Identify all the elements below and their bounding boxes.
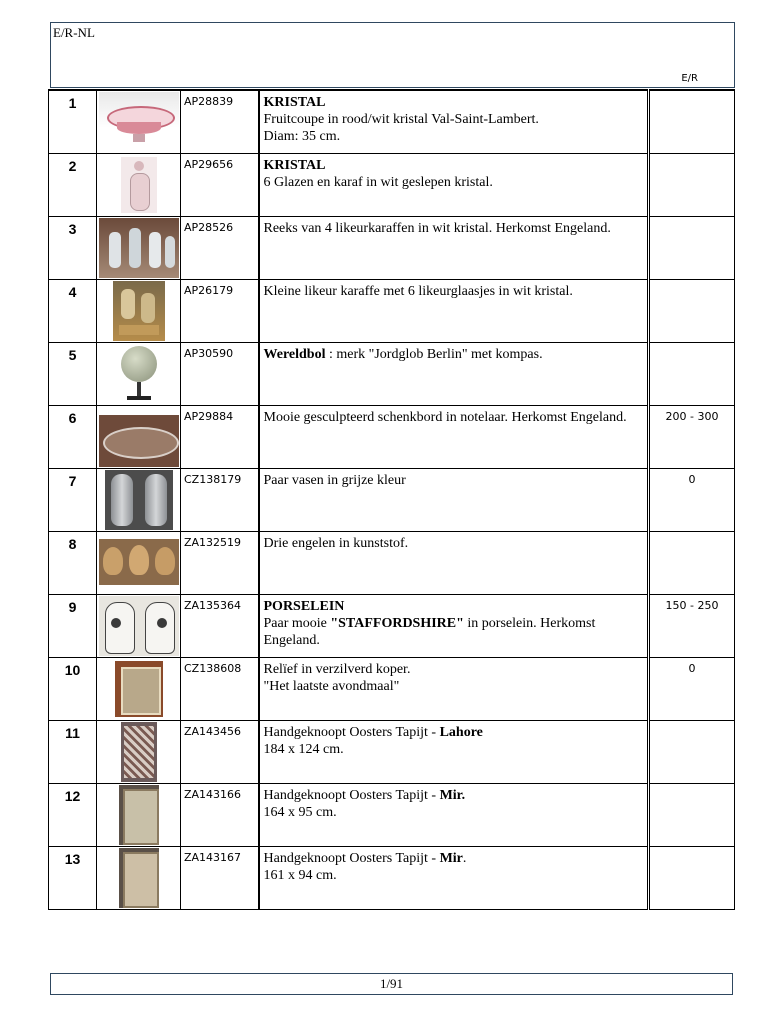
lot-photo: [99, 281, 179, 341]
description-text: Diam: 35 cm.: [263, 129, 341, 144]
description-line: [264, 678, 645, 695]
description-emphasis: KRISTAL: [263, 158, 326, 173]
description-line: [264, 94, 645, 111]
description-text: 164 x 95 cm.: [263, 805, 337, 820]
lot-code: AP26179: [181, 280, 259, 343]
lot-number: 10: [49, 658, 97, 721]
lot-photo: [99, 92, 179, 152]
lot-photo: [99, 533, 179, 593]
lot-photo-cell: [97, 658, 181, 721]
description-text: Kleine likeur karaffe met 6 likeurglaasjes in wit kristal.: [263, 284, 573, 299]
lot-photo-cell: [97, 280, 181, 343]
lot-row: [49, 469, 735, 532]
description-line: [264, 615, 645, 649]
lot-photo-cell: [97, 406, 181, 469]
lot-photo-cell: [97, 343, 181, 406]
description-line: [264, 850, 645, 867]
lot-estimate: [649, 154, 735, 217]
description-text: Relïef in verzilverd koper.: [263, 662, 411, 677]
lot-photo-cell: [97, 595, 181, 658]
lot-number: 6: [49, 406, 97, 469]
lot-photo-cell: [97, 90, 181, 154]
description-text: 184 x 124 cm.: [263, 742, 344, 757]
lot-photo: [99, 785, 179, 845]
lot-estimate: [649, 784, 735, 847]
lot-row: [49, 595, 735, 658]
description-line: [264, 535, 645, 552]
description-text: "Het laatste avondmaal": [263, 679, 400, 694]
lot-photo: [99, 596, 179, 656]
description-emphasis: KRISTAL: [263, 95, 326, 110]
description-line: [264, 128, 645, 145]
description-line: [264, 787, 645, 804]
lot-row: [49, 280, 735, 343]
description-line: [264, 598, 645, 615]
lot-code: AP30590: [181, 343, 259, 406]
lot-code: AP28526: [181, 217, 259, 280]
lot-code: ZA143167: [181, 847, 259, 910]
description-emphasis: Mir: [439, 851, 463, 866]
description-emphasis: Mir.: [439, 788, 466, 803]
lot-photo: [99, 344, 179, 404]
description-line: [264, 157, 645, 174]
lot-estimate: [649, 847, 735, 910]
lot-code: ZA143456: [181, 721, 259, 784]
lot-estimate: [649, 280, 735, 343]
lot-estimate: [649, 217, 735, 280]
description-line: [264, 174, 645, 191]
lot-row: [49, 847, 735, 910]
estimate-column-label: E/R: [681, 73, 698, 84]
description-line: [264, 409, 645, 426]
lot-estimate: 150 - 250: [649, 595, 735, 658]
lot-description: [259, 595, 649, 658]
lot-number: 7: [49, 469, 97, 532]
lot-description: [259, 280, 649, 343]
lot-code: ZA132519: [181, 532, 259, 595]
description-emphasis: Lahore: [439, 725, 483, 740]
lot-photo-cell: [97, 784, 181, 847]
lot-code: AP29884: [181, 406, 259, 469]
lot-estimate: 0: [649, 658, 735, 721]
lot-photo: [99, 722, 179, 782]
lot-estimate: 200 - 300: [649, 406, 735, 469]
lot-description: [259, 721, 649, 784]
description-text: .: [462, 851, 467, 866]
lot-number: 4: [49, 280, 97, 343]
lot-row: [49, 343, 735, 406]
lot-row: [49, 406, 735, 469]
lot-number: 1: [49, 90, 97, 154]
description-emphasis: Wereldbol: [263, 347, 326, 362]
lot-code: ZA143166: [181, 784, 259, 847]
description-line: [264, 867, 645, 884]
lot-photo: [99, 848, 179, 908]
lot-number: 8: [49, 532, 97, 595]
lot-photo-cell: [97, 217, 181, 280]
lot-number: 2: [49, 154, 97, 217]
page-number: 1/91: [379, 976, 404, 991]
page-footer: [50, 973, 733, 995]
lot-description: [259, 406, 649, 469]
lot-photo: [99, 155, 179, 215]
lot-estimate: [649, 343, 735, 406]
description-emphasis: PORSELEIN: [263, 599, 345, 614]
lot-row: [49, 154, 735, 217]
description-line: [264, 346, 645, 363]
description-text: : merk "Jordglob Berlin" met kompas.: [325, 347, 543, 362]
description-text: Mooie gesculpteerd schenkbord in notelaar. Herkomst Engeland.: [263, 410, 627, 425]
lot-photo-cell: [97, 721, 181, 784]
description-text: in porselein. Herkomst Engeland.: [263, 616, 596, 648]
lot-number: 9: [49, 595, 97, 658]
lot-code: CZ138179: [181, 469, 259, 532]
description-text: 161 x 94 cm.: [263, 868, 337, 883]
lot-number: 13: [49, 847, 97, 910]
description-line: [264, 804, 645, 821]
description-text: 6 Glazen en karaf in wit geslepen kristal.: [263, 175, 493, 190]
lot-number: 3: [49, 217, 97, 280]
description-text: Drie engelen in kunststof.: [263, 536, 409, 551]
lot-row: [49, 532, 735, 595]
lot-code: AP29656: [181, 154, 259, 217]
lot-description: [259, 847, 649, 910]
description-line: [264, 283, 645, 300]
description-line: [264, 661, 645, 678]
lot-description: [259, 469, 649, 532]
lot-photo: [99, 470, 179, 530]
description-text: Paar mooie: [263, 616, 331, 631]
lot-photo: [99, 407, 179, 467]
lot-row: [49, 217, 735, 280]
description-line: [264, 472, 645, 489]
document-code: E/R-NL: [53, 25, 95, 40]
description-line: [264, 724, 645, 741]
lot-estimate: [649, 532, 735, 595]
description-text: Reeks van 4 likeurkaraffen in wit kristal. Herkomst Engeland.: [263, 221, 611, 236]
lot-photo: [99, 218, 179, 278]
lot-estimate: [649, 721, 735, 784]
lot-photo-cell: [97, 154, 181, 217]
lot-photo-cell: [97, 847, 181, 910]
lot-number: 11: [49, 721, 97, 784]
description-text: Paar vasen in grijze kleur: [263, 473, 406, 488]
lot-code: ZA135364: [181, 595, 259, 658]
description-line: [264, 220, 645, 237]
lot-row: [49, 784, 735, 847]
lot-photo-cell: [97, 532, 181, 595]
lot-number: 5: [49, 343, 97, 406]
description-line: [264, 111, 645, 128]
lot-table: [48, 89, 735, 910]
lot-description: [259, 343, 649, 406]
description-text: Handgeknoopt Oosters Tapijt -: [263, 851, 440, 866]
lot-description: [259, 532, 649, 595]
lot-description: [259, 154, 649, 217]
lot-row: [49, 90, 735, 154]
description-text: Fruitcoupe in rood/wit kristal Val-Saint-Lambert.: [263, 112, 539, 127]
document-header: [50, 22, 735, 88]
lot-number: 12: [49, 784, 97, 847]
lot-photo-cell: [97, 469, 181, 532]
description-line: [264, 741, 645, 758]
lot-code: AP28839: [181, 90, 259, 154]
lot-row: [49, 721, 735, 784]
lot-description: [259, 784, 649, 847]
lot-description: [259, 90, 649, 154]
description-text: Handgeknoopt Oosters Tapijt -: [263, 788, 440, 803]
lot-row: [49, 658, 735, 721]
description-text: Handgeknoopt Oosters Tapijt -: [263, 725, 440, 740]
lot-photo: [99, 659, 179, 719]
lot-code: CZ138608: [181, 658, 259, 721]
lot-description: [259, 658, 649, 721]
lot-estimate: [649, 90, 735, 154]
lot-estimate: 0: [649, 469, 735, 532]
lot-description: [259, 217, 649, 280]
description-emphasis: "STAFFORDSHIRE": [330, 616, 464, 631]
